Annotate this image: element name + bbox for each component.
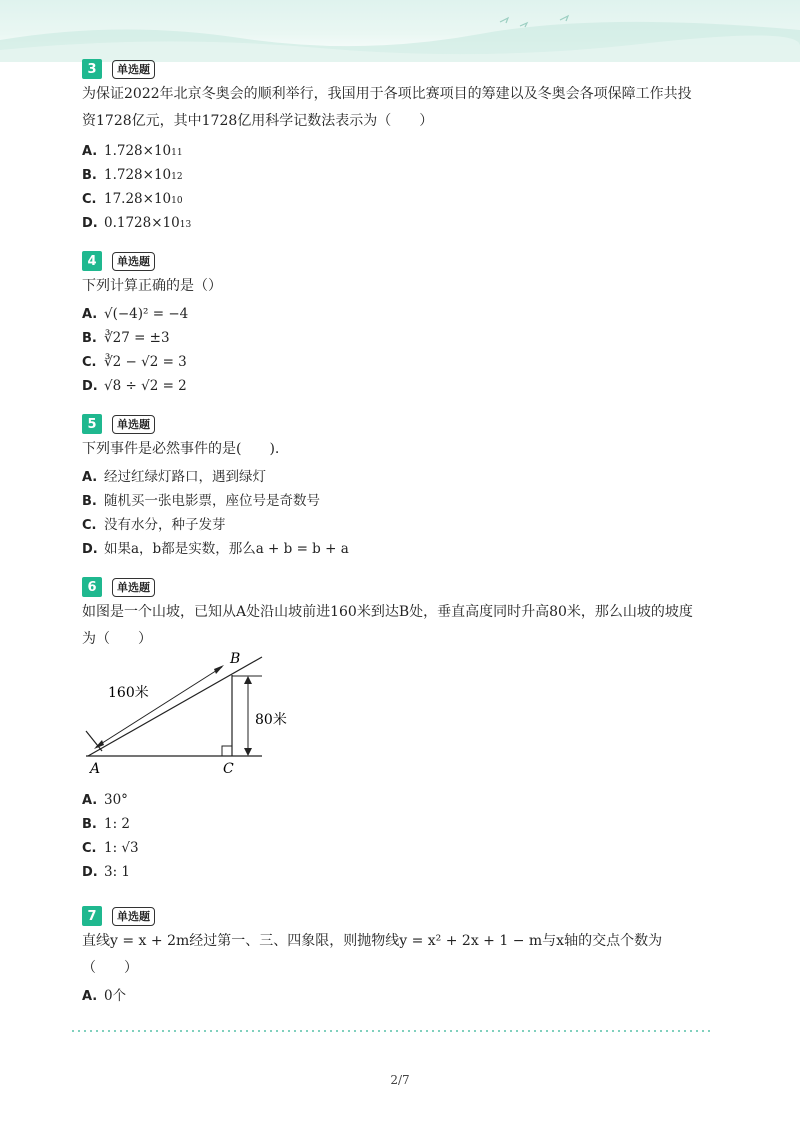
point-c-label: C bbox=[223, 761, 234, 777]
point-b-label: B bbox=[230, 651, 241, 667]
option-d[interactable]: D. 如果a，b都是实数，那么a + b = b + a bbox=[82, 541, 349, 557]
option-b[interactable]: B. 1: 2 bbox=[82, 816, 131, 832]
page-number: 2/7 bbox=[390, 1073, 410, 1087]
question-type-tag: 单选题 bbox=[112, 252, 155, 271]
question-6 bbox=[82, 577, 722, 653]
dotted-divider bbox=[70, 1030, 710, 1032]
question-type-tag: 单选题 bbox=[112, 415, 155, 434]
option-a[interactable]: A. 1.728×10 11 bbox=[82, 143, 183, 159]
question-stem: 直线y = x + 2m经过第一、三、四象限，则抛物线y = x² + 2x + 1 − m与x轴的交点个数为 （ ） bbox=[82, 933, 663, 976]
question-stem: 如图是一个山坡，已知从A处沿山坡前进160米到达B处，垂直高度同时升高80米，那么山坡的坡度 为（ ） bbox=[82, 604, 693, 647]
option-b[interactable]: B. 随机买一张电影票，座位号是奇数号 bbox=[82, 493, 320, 509]
question-number-badge: 4 bbox=[82, 251, 102, 271]
question-7 bbox=[82, 906, 722, 1008]
question-4 bbox=[82, 251, 722, 398]
option-d[interactable]: D. 0.1728×10 13 bbox=[82, 215, 192, 231]
option-c[interactable]: C. 1: √3 bbox=[82, 840, 139, 856]
option-c[interactable]: C. 17.28×10 10 bbox=[82, 191, 183, 207]
option-c[interactable]: C. ∛2 − √2 = 3 bbox=[82, 354, 187, 370]
question-5 bbox=[82, 414, 722, 561]
point-a-label: A bbox=[90, 761, 101, 777]
question-number-badge: 3 bbox=[82, 59, 102, 79]
option-b[interactable]: B. ∛27 = ±3 bbox=[82, 330, 170, 346]
option-c[interactable]: C. 没有水分，种子发芽 bbox=[82, 517, 226, 533]
height-label: 80米 bbox=[255, 712, 287, 728]
question-number-badge: 7 bbox=[82, 906, 102, 926]
option-a[interactable]: A. √(−4)² = −4 bbox=[82, 306, 189, 322]
question-type-tag: 单选题 bbox=[112, 60, 155, 79]
slope-length-label: 160米 bbox=[108, 685, 149, 701]
header-decoration bbox=[0, 0, 800, 62]
question-stem: 下列计算正确的是（） bbox=[82, 278, 222, 294]
question-3 bbox=[82, 59, 722, 235]
option-a[interactable]: A. 0个 bbox=[82, 988, 127, 1004]
option-b[interactable]: B. 1.728×10 12 bbox=[82, 167, 183, 183]
mountain-wave-decoration bbox=[0, 0, 800, 62]
question-type-tag: 单选题 bbox=[112, 578, 155, 597]
option-d[interactable]: D. 3: 1 bbox=[82, 864, 131, 880]
option-d[interactable]: D. √8 ÷ √2 = 2 bbox=[82, 378, 187, 394]
question-stem: 为保证2022年北京冬奥会的顺利举行，我国用于各项比赛项目的筹建以及冬奥会各项保障工作共投 资1728亿元，其中1728亿用科学记数法表示为（ ） bbox=[82, 86, 692, 129]
question-6-options bbox=[82, 788, 722, 884]
option-a[interactable]: A. 30° bbox=[82, 792, 128, 808]
option-a[interactable]: A. 经过红绿灯路口，遇到绿灯 bbox=[82, 469, 266, 485]
question-number-badge: 5 bbox=[82, 414, 102, 434]
question-stem: 下列事件是必然事件的是( ). bbox=[82, 441, 280, 457]
question-number-badge: 6 bbox=[82, 577, 102, 597]
question-type-tag: 单选题 bbox=[112, 907, 155, 926]
slope-figure bbox=[80, 649, 287, 779]
